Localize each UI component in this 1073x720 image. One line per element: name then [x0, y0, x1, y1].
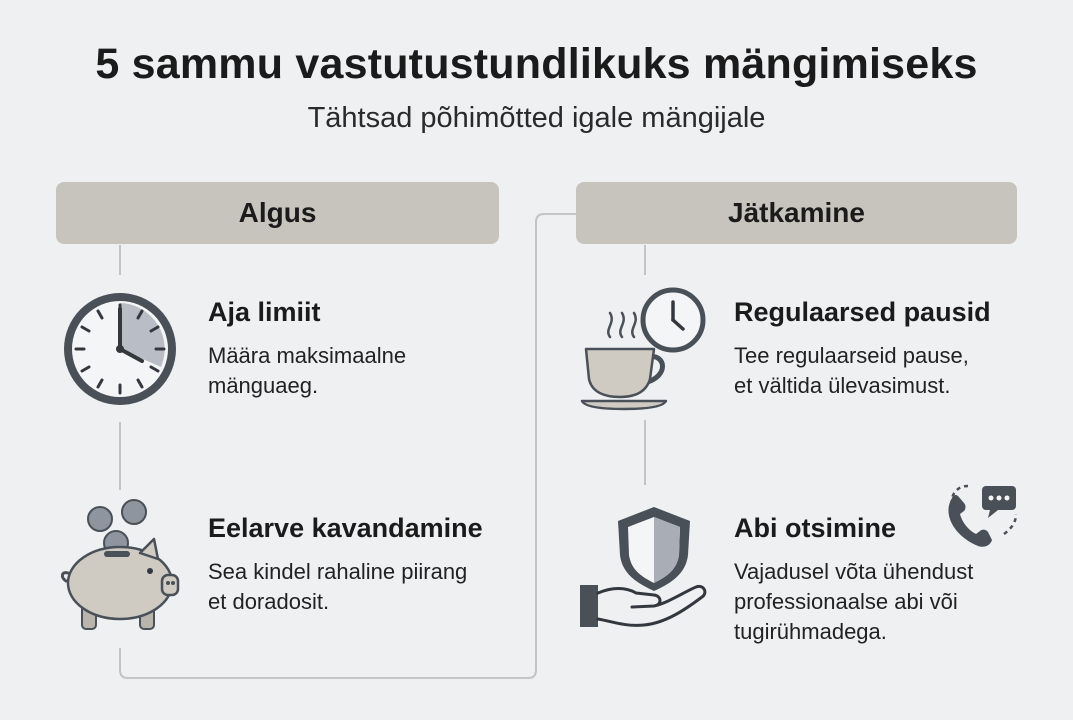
shield-hand-icon	[578, 503, 710, 633]
column-header-continue: Jätkamine	[576, 182, 1017, 244]
step-title-help: Abi otsimine	[734, 513, 897, 543]
piggy-bank-icon	[58, 495, 182, 635]
step-title-time-limit: Aja limiit	[208, 297, 321, 327]
clock-icon	[58, 287, 182, 411]
step-desc-budget: Sea kindel rahaline piirang et doradosit.	[208, 559, 468, 614]
column-header-start: Algus	[56, 182, 499, 244]
page-subtitle: Tähtsad põhimõtted igale mängijale	[307, 102, 766, 134]
step-title-budget: Eelarve kavandamine	[208, 513, 483, 543]
step-desc-time-limit: Määra maksimaalne mänguaeg.	[208, 343, 407, 398]
step-title-breaks: Regulaarsed pausid	[734, 297, 991, 327]
step-desc-breaks: Tee regulaarseid pause, et vältida ülevasimust.	[734, 343, 969, 398]
coffee-cup-clock-icon	[578, 285, 710, 413]
phone-chat-icon	[944, 484, 1020, 554]
page-title: 5 sammu vastutustundlikuks mängimiseks	[95, 40, 978, 88]
step-desc-help: Vajadusel võta ühendust professionaalse abi või tugirühmadega.	[734, 559, 974, 644]
